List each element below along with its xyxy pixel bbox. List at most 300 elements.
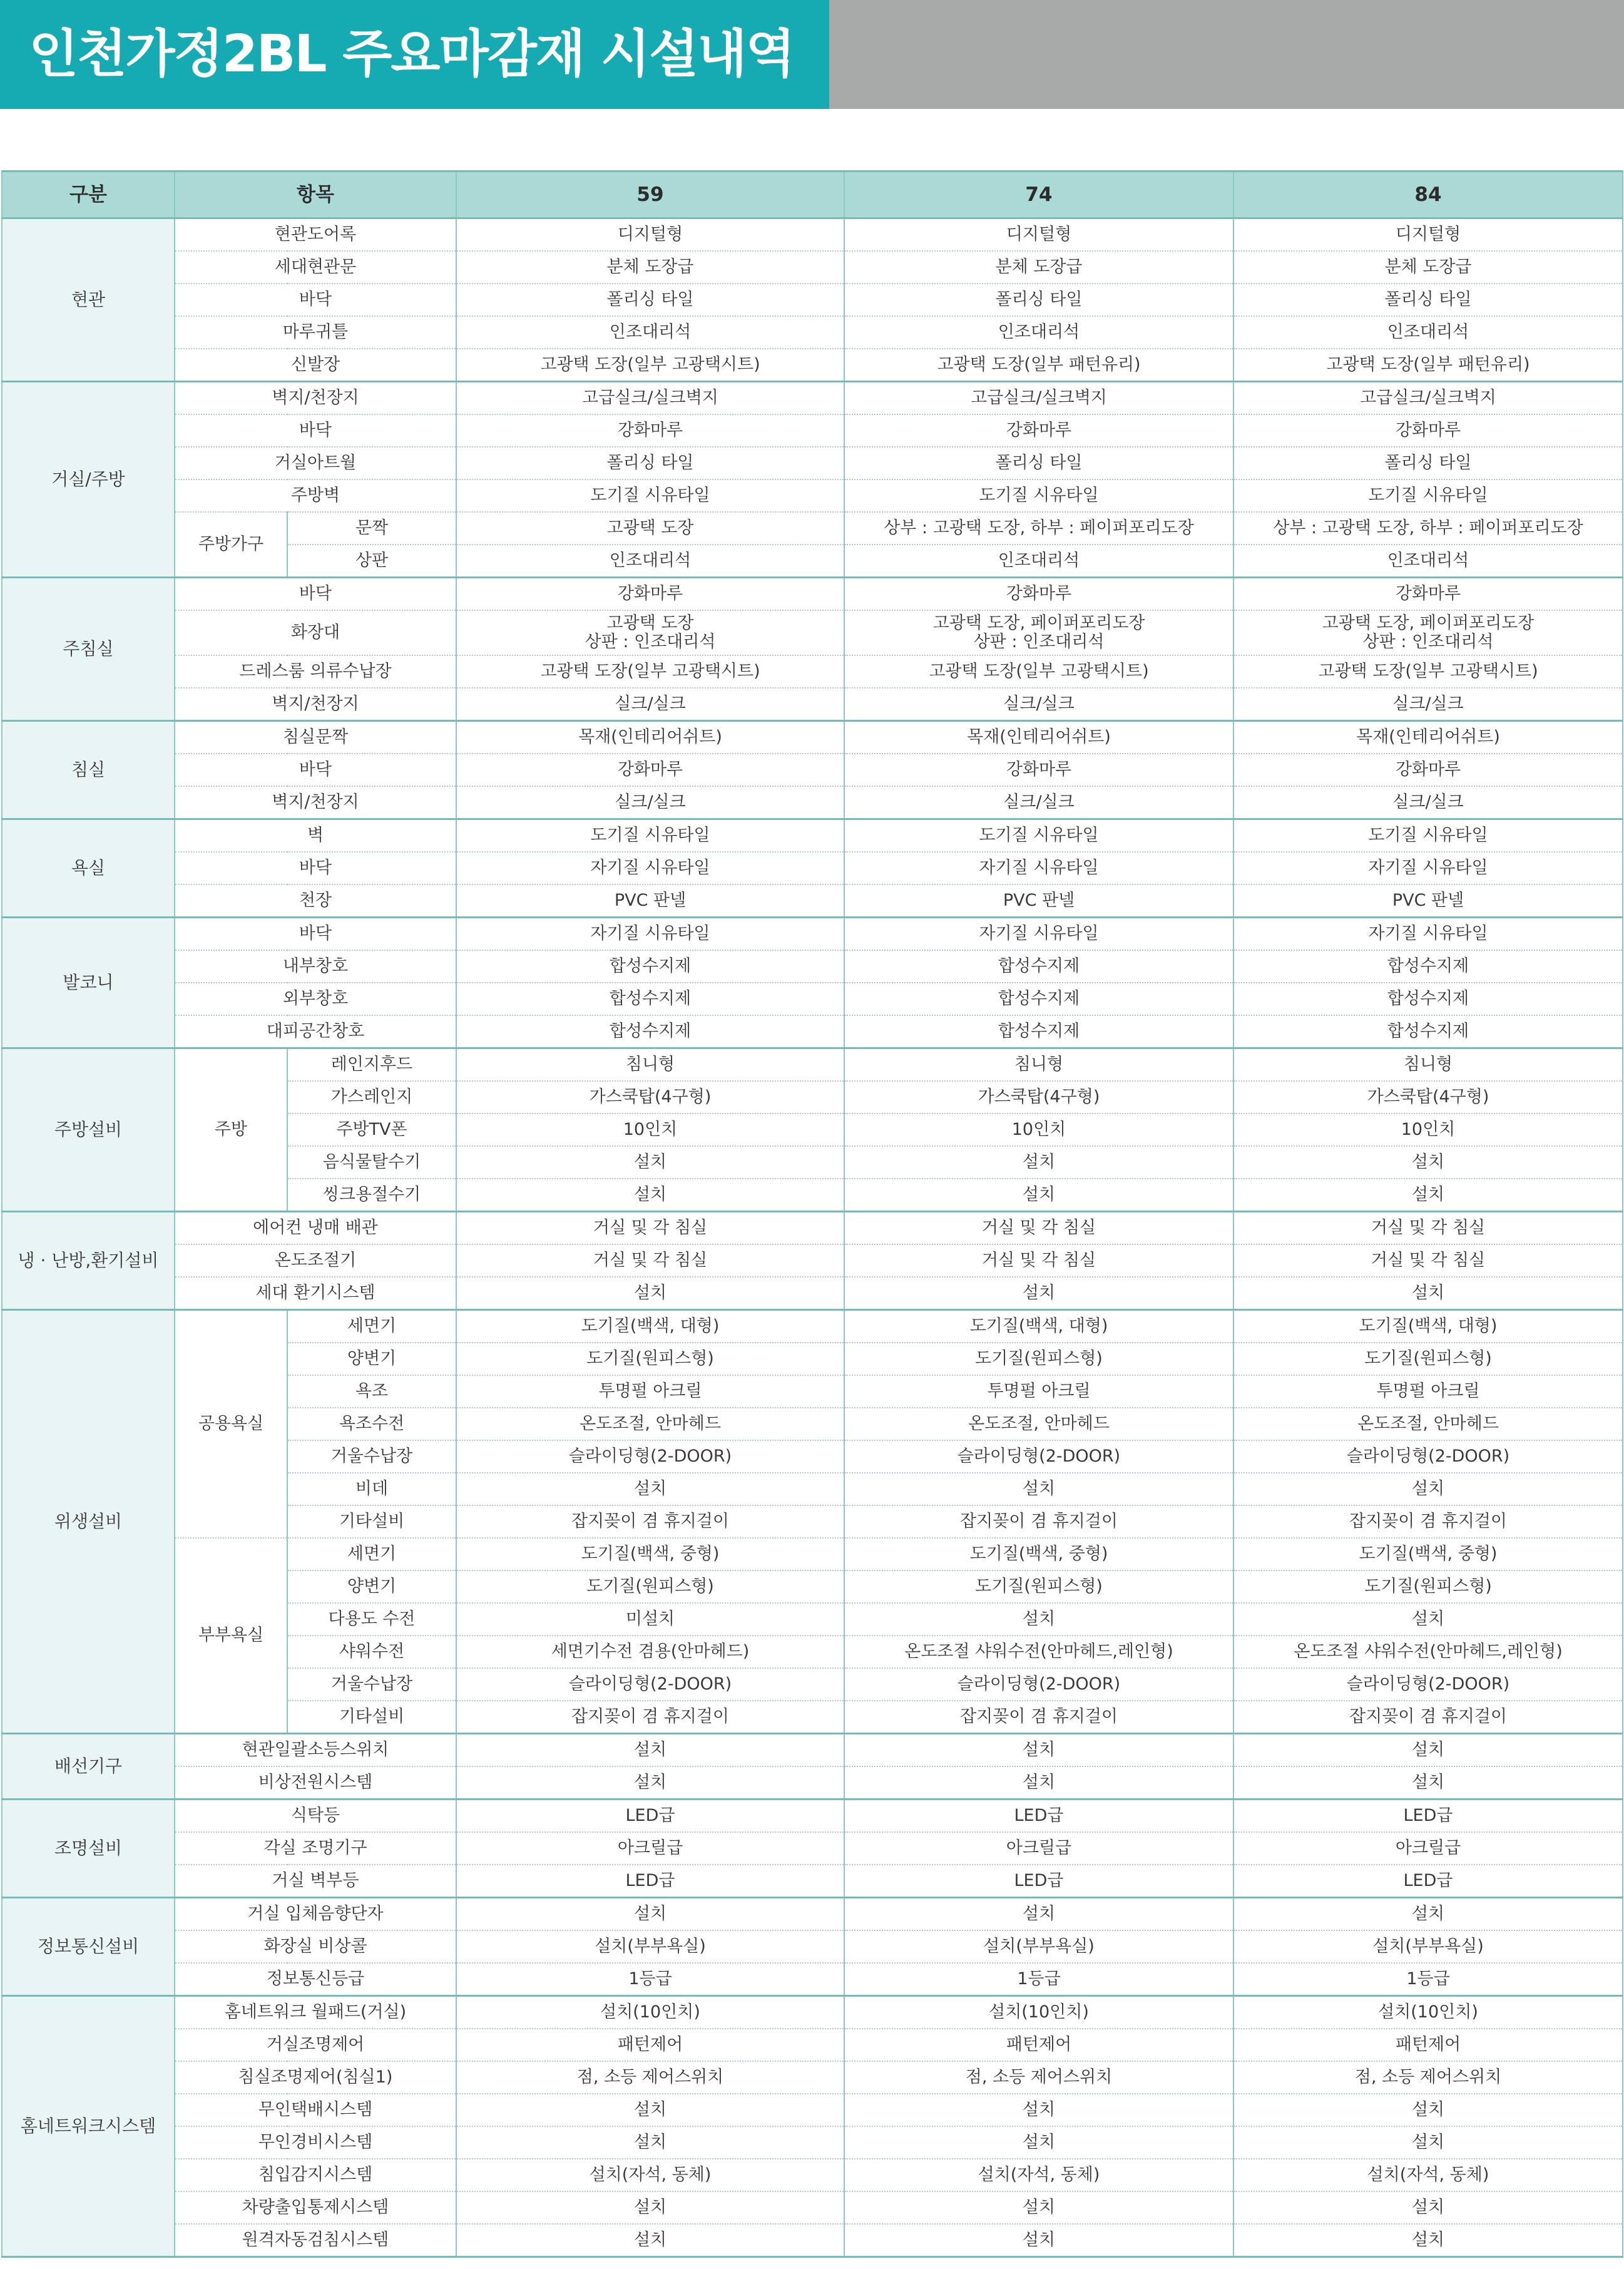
item-cell: 내부창호: [175, 950, 456, 983]
value-74-cell: 거실 및 각 침실: [844, 1212, 1233, 1245]
value-74-cell: 거실 및 각 침실: [844, 1244, 1233, 1277]
value-59-cell: [456, 610, 844, 655]
value-84-cell: 설치: [1233, 1277, 1623, 1310]
item-cell: 거실조명제어: [175, 2029, 456, 2061]
value-74-cell: 설치: [844, 1734, 1233, 1767]
item-cell: 문짝: [287, 512, 456, 545]
value-59-cell: 디지털형: [456, 218, 844, 252]
table-row: [2, 512, 1623, 545]
value-74-cell: 자기질 시유타일: [844, 918, 1233, 951]
table-row: [2, 983, 1623, 1015]
value-59-cell: 1등급: [456, 1963, 844, 1996]
value-59-cell: 실크/실크: [456, 688, 844, 721]
category-cell: 주방설비: [2, 1048, 175, 1212]
item-cell: 세대현관문: [175, 251, 456, 284]
value-74-cell: 합성수지제: [844, 983, 1233, 1015]
table-row: [2, 2159, 1623, 2191]
table-row: [2, 382, 1623, 415]
item-cell: 기타설비: [287, 1505, 456, 1538]
value-84-cell: 설치: [1233, 1146, 1623, 1179]
item-cell: 레인지후드: [287, 1048, 456, 1082]
item-cell: 침실조명제어(침실1): [175, 2061, 456, 2094]
value-84-cell: 설치(부부욕실): [1233, 1930, 1623, 1963]
table-row: [2, 1865, 1623, 1898]
value-74-cell: 강화마루: [844, 578, 1233, 611]
value-74-cell: 도기질 시유타일: [844, 819, 1233, 853]
value-59-cell: 강화마루: [456, 754, 844, 786]
table-row: [2, 1015, 1623, 1048]
item-cell: 양변기: [287, 1570, 456, 1603]
table-row: [2, 218, 1623, 252]
header-category: 구분: [2, 172, 175, 218]
value-84-cell: 도기질(백색, 대형): [1233, 1310, 1623, 1343]
table-row: [2, 884, 1623, 918]
value-59-cell: 도기질(원피스형): [456, 1570, 844, 1603]
value-74-cell: 목재(인테리어쉬트): [844, 721, 1233, 754]
item-cell: 세면기: [287, 1310, 456, 1343]
table-row: [2, 447, 1623, 479]
value-59-cell: 설치: [456, 1146, 844, 1179]
item-cell: 거울수납장: [287, 1440, 456, 1473]
table-row: [2, 688, 1623, 721]
value-59-cell: 잡지꽂이 겸 휴지걸이: [456, 1505, 844, 1538]
value-84-cell: 고급실크/실크벽지: [1233, 382, 1623, 415]
value-74-cell: [844, 610, 1233, 655]
value-74-cell: 점, 소등 제어스위치: [844, 2061, 1233, 2094]
value-59-cell: 점, 소등 제어스위치: [456, 2061, 844, 2094]
value-84-cell: 목재(인테리어쉬트): [1233, 721, 1623, 754]
category-cell: 조명설비: [2, 1800, 175, 1898]
value-84-cell: 자기질 시유타일: [1233, 852, 1623, 884]
item-cell: 벽지/천장지: [175, 786, 456, 819]
value-74-cell: 분체 도장급: [844, 251, 1233, 284]
value-59-cell: 설치(자석, 동체): [456, 2159, 844, 2191]
value-74-cell: 실크/실크: [844, 786, 1233, 819]
value-84-cell: 10인치: [1233, 1114, 1623, 1146]
value-59-cell: 인조대리석: [456, 316, 844, 349]
value-59-cell: 목재(인테리어쉬트): [456, 721, 844, 754]
item-cell: 화장실 비상콜: [175, 1930, 456, 1963]
value-84-cell: 침니형: [1233, 1048, 1623, 1082]
item-cell: 주방TV폰: [287, 1114, 456, 1146]
value-84-cell: 설치: [1233, 1473, 1623, 1505]
value-84-cell: 폴리싱 타일: [1233, 284, 1623, 316]
value-74-cell: 설치: [844, 1898, 1233, 1931]
header-size-84: 84: [1233, 172, 1623, 218]
value-59-cell: 10인치: [456, 1114, 844, 1146]
value-84-cell: 패턴제어: [1233, 2029, 1623, 2061]
table-row: [2, 610, 1623, 655]
item-cell: 거실 벽부등: [175, 1865, 456, 1898]
value-59-cell: 자기질 시유타일: [456, 852, 844, 884]
value-84-cell: 설치: [1233, 1898, 1623, 1931]
value-59-cell: 강화마루: [456, 578, 844, 611]
value-59-cell: LED급: [456, 1865, 844, 1898]
value-74-cell: 설치(자석, 동체): [844, 2159, 1233, 2191]
category-cell: 욕실: [2, 819, 175, 918]
value-59-cell: 설치(10인치): [456, 1996, 844, 2029]
value-line: 상판 : 인조대리석: [585, 632, 716, 652]
table-row: [2, 1277, 1623, 1310]
table-row: [2, 1244, 1623, 1277]
category-cell: 홈네트워크시스템: [2, 1996, 175, 2257]
value-59-cell: 설치(부부욕실): [456, 1930, 844, 1963]
value-74-cell: 설치(10인치): [844, 1996, 1233, 2029]
value-59-cell: 세면기수전 겸용(안마헤드): [456, 1636, 844, 1668]
value-84-cell: 슬라이딩형(2-DOOR): [1233, 1440, 1623, 1473]
value-84-cell: PVC 판넬: [1233, 884, 1623, 918]
value-74-cell: 가스쿡탑(4구형): [844, 1081, 1233, 1114]
value-74-cell: 합성수지제: [844, 1015, 1233, 1048]
item-cell: 각실 조명기구: [175, 1832, 456, 1865]
subcategory-cell: 부부욕실: [175, 1538, 287, 1734]
table-row: [2, 852, 1623, 884]
table-row: [2, 1963, 1623, 1996]
value-59-cell: 침니형: [456, 1048, 844, 1082]
item-cell: 거울수납장: [287, 1668, 456, 1701]
value-59-cell: 설치: [456, 2224, 844, 2257]
item-cell: 비상전원시스템: [175, 1766, 456, 1800]
value-84-cell: 도기질 시유타일: [1233, 479, 1623, 512]
value-line: 고광택 도장: [606, 613, 694, 633]
item-cell: 신발장: [175, 349, 456, 382]
value-84-cell: LED급: [1233, 1800, 1623, 1833]
value-59-cell: 고광택 도장: [456, 512, 844, 545]
value-59-cell: 투명펄 아크릴: [456, 1375, 844, 1408]
value-59-cell: 자기질 시유타일: [456, 918, 844, 951]
item-cell: 상판: [287, 545, 456, 578]
header-banner: [0, 0, 1624, 109]
value-59-cell: 패턴제어: [456, 2029, 844, 2061]
table-row: [2, 1048, 1623, 1082]
value-74-cell: 고급실크/실크벽지: [844, 382, 1233, 415]
item-cell: 주방벽: [175, 479, 456, 512]
value-59-cell: 슬라이딩형(2-DOOR): [456, 1668, 844, 1701]
subcategory-cell: 공용욕실: [175, 1310, 287, 1539]
table-row: [2, 479, 1623, 512]
value-59-cell: 도기질(원피스형): [456, 1343, 844, 1375]
value-84-cell: 설치: [1233, 1603, 1623, 1636]
category-cell: 거실/주방: [2, 382, 175, 578]
table-row: [2, 2029, 1623, 2061]
value-74-cell: 온도조절, 안마헤드: [844, 1408, 1233, 1440]
category-cell: 발코니: [2, 918, 175, 1048]
value-84-cell: 거실 및 각 침실: [1233, 1244, 1623, 1277]
table-row: [2, 819, 1623, 853]
item-cell: 욕조: [287, 1375, 456, 1408]
item-cell: 외부창호: [175, 983, 456, 1015]
value-84-cell: 온도조절 샤워수전(안마헤드,레인형): [1233, 1636, 1623, 1668]
table-row: [2, 2126, 1623, 2159]
item-cell: 세면기: [287, 1538, 456, 1570]
value-74-cell: 침니형: [844, 1048, 1233, 1082]
value-84-cell: 설치: [1233, 2126, 1623, 2159]
value-84-cell: 가스쿡탑(4구형): [1233, 1081, 1623, 1114]
header-size-59: 59: [456, 172, 844, 218]
value-84-cell: 분체 도장급: [1233, 251, 1623, 284]
item-cell: 벽: [175, 819, 456, 853]
value-74-cell: 잡지꽂이 겸 휴지걸이: [844, 1505, 1233, 1538]
value-74-cell: 설치: [844, 2224, 1233, 2257]
value-84-cell: 설치: [1233, 1766, 1623, 1800]
table-row: [2, 316, 1623, 349]
item-cell: 바닥: [175, 284, 456, 316]
value-line: 고광택 도장, 페이퍼포리도장: [1322, 613, 1535, 633]
value-74-cell: 도기질(백색, 대형): [844, 1310, 1233, 1343]
value-59-cell: 미설치: [456, 1603, 844, 1636]
value-59-cell: 설치: [456, 1277, 844, 1310]
category-cell: 위생설비: [2, 1310, 175, 1734]
value-74-cell: LED급: [844, 1800, 1233, 1833]
table-row: [2, 655, 1623, 688]
table-row: [2, 1310, 1623, 1343]
value-84-cell: 잡지꽂이 겸 휴지걸이: [1233, 1505, 1623, 1538]
item-cell: 온도조절기: [175, 1244, 456, 1277]
value-84-cell: 폴리싱 타일: [1233, 447, 1623, 479]
table-row: [2, 1538, 1623, 1570]
value-59-cell: 잡지꽂이 겸 휴지걸이: [456, 1701, 844, 1734]
value-84-cell: 설치: [1233, 1179, 1623, 1212]
table-header-row: [2, 172, 1623, 218]
value-84-cell: 도기질(백색, 중형): [1233, 1538, 1623, 1570]
table-row: [2, 1898, 1623, 1931]
value-74-cell: 아크릴급: [844, 1832, 1233, 1865]
item-cell: 마루귀틀: [175, 316, 456, 349]
item-cell: 가스레인지: [287, 1081, 456, 1114]
item-cell: 바닥: [175, 578, 456, 611]
table-row: [2, 918, 1623, 951]
value-74-cell: 도기질(백색, 중형): [844, 1538, 1233, 1570]
banner-gray-block: [829, 0, 1624, 109]
table-row: [2, 1734, 1623, 1767]
category-cell: 냉 · 난방,환기설비: [2, 1212, 175, 1310]
value-59-cell: 설치: [456, 1179, 844, 1212]
value-84-cell: 인조대리석: [1233, 545, 1623, 578]
value-74-cell: LED급: [844, 1865, 1233, 1898]
value-74-cell: 자기질 시유타일: [844, 852, 1233, 884]
value-84-cell: 상부 : 고광택 도장, 하부 : 페이퍼포리도장: [1233, 512, 1623, 545]
value-59-cell: 거실 및 각 침실: [456, 1212, 844, 1245]
subcategory-cell: 주방: [175, 1048, 287, 1212]
value-74-cell: 설치: [844, 1146, 1233, 1179]
value-74-cell: 상부 : 고광택 도장, 하부 : 페이퍼포리도장: [844, 512, 1233, 545]
table-row: [2, 754, 1623, 786]
value-74-cell: 설치: [844, 1766, 1233, 1800]
value-84-cell: 슬라이딩형(2-DOOR): [1233, 1668, 1623, 1701]
value-74-cell: 인조대리석: [844, 545, 1233, 578]
value-84-cell: 강화마루: [1233, 414, 1623, 447]
value-line: 고광택 도장, 페이퍼포리도장: [932, 613, 1145, 633]
value-59-cell: 분체 도장급: [456, 251, 844, 284]
item-cell: 바닥: [175, 414, 456, 447]
value-59-cell: 도기질(백색, 중형): [456, 1538, 844, 1570]
table-row: [2, 786, 1623, 819]
value-59-cell: 폴리싱 타일: [456, 447, 844, 479]
value-59-cell: LED급: [456, 1800, 844, 1833]
category-cell: 현관: [2, 218, 175, 382]
value-59-cell: 도기질 시유타일: [456, 479, 844, 512]
item-cell: 거실 입체음향단자: [175, 1898, 456, 1931]
table-row: [2, 2224, 1623, 2257]
header-size-74: 74: [844, 172, 1233, 218]
value-84-cell: 설치(자석, 동체): [1233, 2159, 1623, 2191]
item-cell: 무인경비시스템: [175, 2126, 456, 2159]
table-row: [2, 950, 1623, 983]
value-84-cell: 강화마루: [1233, 578, 1623, 611]
finishing-spec-table: [1, 170, 1623, 2258]
value-84-cell: 인조대리석: [1233, 316, 1623, 349]
item-cell: 에어컨 냉매 배관: [175, 1212, 456, 1245]
item-cell: 음식물탈수기: [287, 1146, 456, 1179]
value-84-cell: 도기질(원피스형): [1233, 1343, 1623, 1375]
item-cell: 침입감지시스템: [175, 2159, 456, 2191]
value-74-cell: 고광택 도장(일부 고광택시트): [844, 655, 1233, 688]
item-cell: 화장대: [175, 610, 456, 655]
value-59-cell: 도기질 시유타일: [456, 819, 844, 853]
value-74-cell: 강화마루: [844, 754, 1233, 786]
value-84-cell: 고광택 도장(일부 패턴유리): [1233, 349, 1623, 382]
value-84-cell: 설치: [1233, 1734, 1623, 1767]
value-74-cell: 설치: [844, 1277, 1233, 1310]
item-cell: 바닥: [175, 754, 456, 786]
table-row: [2, 1930, 1623, 1963]
value-74-cell: 패턴제어: [844, 2029, 1233, 2061]
value-59-cell: 설치: [456, 1473, 844, 1505]
value-74-cell: 설치: [844, 2191, 1233, 2224]
category-cell: 정보통신설비: [2, 1898, 175, 1996]
item-cell: 현관일괄소등스위치: [175, 1734, 456, 1767]
item-cell: 세대 환기시스템: [175, 1277, 456, 1310]
value-59-cell: 슬라이딩형(2-DOOR): [456, 1440, 844, 1473]
value-84-cell: 점, 소등 제어스위치: [1233, 2061, 1623, 2094]
value-59-cell: 고광택 도장(일부 고광택시트): [456, 349, 844, 382]
table-row: [2, 578, 1623, 611]
value-84-cell: 디지털형: [1233, 218, 1623, 252]
value-84-cell: 설치(10인치): [1233, 1996, 1623, 2029]
value-59-cell: 설치: [456, 1898, 844, 1931]
table-row: [2, 349, 1623, 382]
table-row: [2, 284, 1623, 316]
value-74-cell: 실크/실크: [844, 688, 1233, 721]
subcategory-cell: 주방가구: [175, 512, 287, 578]
value-74-cell: 도기질(원피스형): [844, 1570, 1233, 1603]
value-74-cell: 설치(부부욕실): [844, 1930, 1233, 1963]
item-cell: 다용도 수전: [287, 1603, 456, 1636]
value-59-cell: 강화마루: [456, 414, 844, 447]
value-74-cell: 설치: [844, 1603, 1233, 1636]
value-74-cell: PVC 판넬: [844, 884, 1233, 918]
value-84-cell: 설치: [1233, 2191, 1623, 2224]
value-59-cell: 고광택 도장(일부 고광택시트): [456, 655, 844, 688]
item-cell: 벽지/천장지: [175, 382, 456, 415]
value-84-cell: 도기질 시유타일: [1233, 819, 1623, 853]
header-item: 항목: [175, 172, 456, 218]
value-59-cell: 인조대리석: [456, 545, 844, 578]
value-74-cell: 설치: [844, 1473, 1233, 1505]
value-74-cell: 투명펄 아크릴: [844, 1375, 1233, 1408]
item-cell: 차량출입통제시스템: [175, 2191, 456, 2224]
value-74-cell: 1등급: [844, 1963, 1233, 1996]
table-body: [2, 218, 1623, 2257]
value-84-cell: 설치: [1233, 2224, 1623, 2257]
value-74-cell: 잡지꽂이 겸 휴지걸이: [844, 1701, 1233, 1734]
value-line: 상판 : 인조대리석: [1362, 632, 1494, 652]
item-cell: 기타설비: [287, 1701, 456, 1734]
value-59-cell: 가스쿡탑(4구형): [456, 1081, 844, 1114]
value-74-cell: 슬라이딩형(2-DOOR): [844, 1440, 1233, 1473]
table-row: [2, 1212, 1623, 1245]
item-cell: 비데: [287, 1473, 456, 1505]
value-84-cell: 1등급: [1233, 1963, 1623, 1996]
value-74-cell: 10인치: [844, 1114, 1233, 1146]
item-cell: 욕조수전: [287, 1408, 456, 1440]
table-row: [2, 2191, 1623, 2224]
item-cell: 샤워수전: [287, 1636, 456, 1668]
item-cell: 양변기: [287, 1343, 456, 1375]
value-74-cell: 설치: [844, 1179, 1233, 1212]
value-74-cell: 디지털형: [844, 218, 1233, 252]
category-cell: 배선기구: [2, 1734, 175, 1800]
value-84-cell: LED급: [1233, 1865, 1623, 1898]
value-84-cell: 실크/실크: [1233, 688, 1623, 721]
item-cell: 식탁등: [175, 1800, 456, 1833]
value-84-cell: 합성수지제: [1233, 983, 1623, 1015]
item-cell: 홈네트워크 월패드(거실): [175, 1996, 456, 2029]
table-row: [2, 414, 1623, 447]
value-74-cell: 설치: [844, 2126, 1233, 2159]
value-74-cell: 폴리싱 타일: [844, 447, 1233, 479]
table-row: [2, 1766, 1623, 1800]
table-row: [2, 1832, 1623, 1865]
value-59-cell: 설치: [456, 1766, 844, 1800]
value-84-cell: [1233, 610, 1623, 655]
table-row: [2, 721, 1623, 754]
item-cell: 대피공간창호: [175, 1015, 456, 1048]
table-row: [2, 2061, 1623, 2094]
value-84-cell: 도기질(원피스형): [1233, 1570, 1623, 1603]
value-84-cell: 아크릴급: [1233, 1832, 1623, 1865]
value-84-cell: 온도조절, 안마헤드: [1233, 1408, 1623, 1440]
value-84-cell: 합성수지제: [1233, 1015, 1623, 1048]
item-cell: 정보통신등급: [175, 1963, 456, 1996]
item-cell: 드레스룸 의류수납장: [175, 655, 456, 688]
value-74-cell: 온도조절 샤워수전(안마헤드,레인형): [844, 1636, 1233, 1668]
item-cell: 바닥: [175, 852, 456, 884]
value-84-cell: 고광택 도장(일부 고광택시트): [1233, 655, 1623, 688]
value-59-cell: 거실 및 각 침실: [456, 1244, 844, 1277]
value-84-cell: 합성수지제: [1233, 950, 1623, 983]
value-59-cell: 합성수지제: [456, 983, 844, 1015]
value-74-cell: 슬라이딩형(2-DOOR): [844, 1668, 1233, 1701]
value-84-cell: 잡지꽂이 겸 휴지걸이: [1233, 1701, 1623, 1734]
value-84-cell: 자기질 시유타일: [1233, 918, 1623, 951]
table-row: [2, 1800, 1623, 1833]
page-title: 인천가정2BL 주요마감재 시설내역: [0, 0, 829, 109]
table-row: [2, 251, 1623, 284]
item-cell: 벽지/천장지: [175, 688, 456, 721]
item-cell: 천장: [175, 884, 456, 918]
item-cell: 씽크용절수기: [287, 1179, 456, 1212]
value-59-cell: 고급실크/실크벽지: [456, 382, 844, 415]
value-59-cell: 설치: [456, 2094, 844, 2126]
value-line: 상판 : 인조대리석: [973, 632, 1105, 652]
category-cell: 주침실: [2, 578, 175, 721]
value-59-cell: 도기질(백색, 대형): [456, 1310, 844, 1343]
table-row: [2, 1996, 1623, 2029]
value-59-cell: 실크/실크: [456, 786, 844, 819]
value-59-cell: 온도조절, 안마헤드: [456, 1408, 844, 1440]
value-74-cell: 강화마루: [844, 414, 1233, 447]
